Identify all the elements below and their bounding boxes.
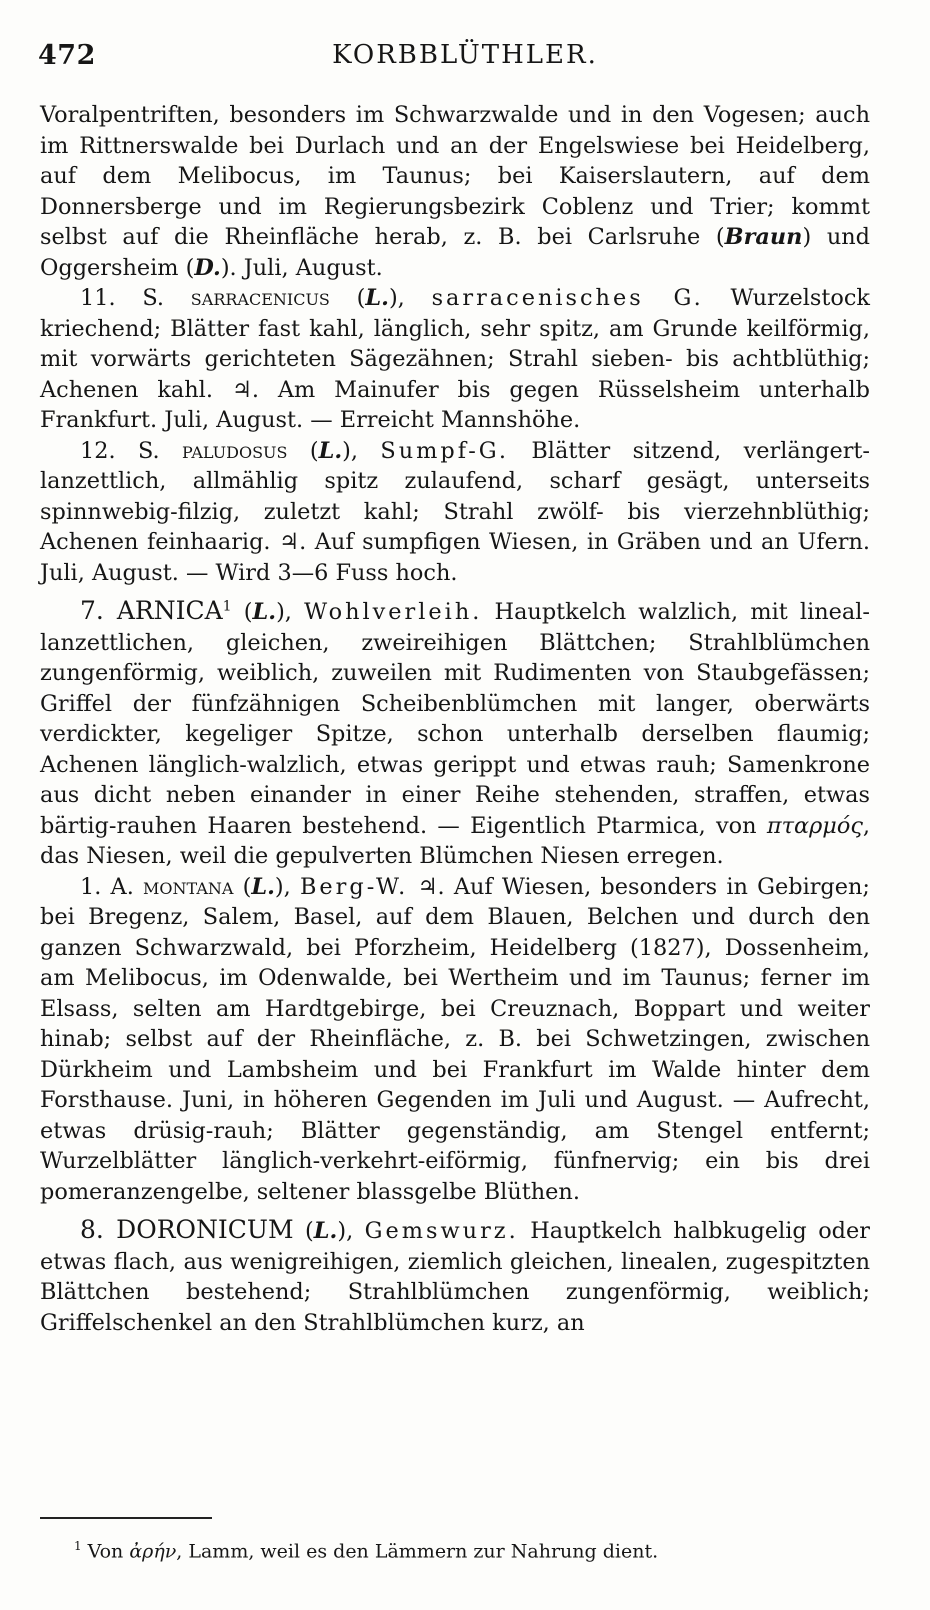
text-run: πταρμός — [766, 812, 863, 839]
body-text — [40, 100, 870, 1338]
footnote-text-after: , Lamm, weil es den Lämmern zur Nahrung dient. — [176, 1540, 659, 1563]
text-run: 1 — [222, 598, 232, 615]
text-run: D. — [194, 254, 221, 281]
text-run: 11. S. — [80, 285, 191, 311]
text-run: Wurzelstock kriechend; Blätter fast kahl, länglich, sehr spitz, am Grunde keilförmig, mit vorwärts gerichteten Sägezähnen; Strahl sieben- bis achtblüthig; Achenen kahl. ♃. Am Mainufer bis gegen Rüsselsheim unterhalb Frankfurt. Juli, August. — Erreicht Mannshöhe. — [40, 285, 870, 433]
footnote — [74, 1534, 874, 1563]
text-run: Berg-W. — [299, 873, 409, 900]
text-run: 7. ARNICA — [80, 596, 223, 625]
text-run: 1. A. — [80, 873, 144, 900]
text-run: ) und Oggersheim ( — [40, 224, 871, 281]
footnote-greek-word: ἀρήν — [129, 1540, 177, 1563]
text-run: ( — [233, 873, 252, 900]
text-run: Hauptkelch walzlich, mit lineal-lanzettlichen, gleichen, zweireihigen Blättchen; Strahlblümchen zungenförmig, weiblich, zuweilen mit Rudimenten von Staubgefässen; Griffel der fünfzähnigen Scheibenblümchen mit langer, oberwärts verdickter, kegeliger Spitze, schon unterhalb derselben flaumig; Achenen länglich-walzlich, etwas gerippt und etwas rauh; Samenkrone aus dicht neben einander in einer Reihe stehenden, straffen, etwas bärtig-rauhen Haaren bestehend. — Eigentlich Ptarmica, von — [40, 599, 870, 839]
text-run: L. — [313, 1218, 338, 1244]
text-run: ( — [231, 599, 253, 625]
text-run: ), — [342, 437, 381, 464]
paragraph-p6 — [40, 1215, 870, 1338]
text-run: Hauptkelch halbkugelig oder etwas flach, aus wenigreihigen, ziemlich gleichen, linealen, zugespitzten Blättchen bestehend; Strahlblümchen zungenförmig, weiblich; Griffelschenkel an den Strahlblümchen kurz, an — [40, 1218, 870, 1336]
paragraph-p5 — [40, 872, 870, 1208]
text-run: , das Niesen, weil die gepulverten Blümchen Niesen erregen. — [40, 812, 870, 869]
text-run: L. — [365, 285, 389, 311]
text-run: ( — [287, 437, 319, 464]
footnote-text-before: Von — [87, 1540, 130, 1563]
paragraph-p1 — [40, 100, 870, 283]
text-run: sarracenisches G. — [431, 285, 704, 311]
text-run: ), — [274, 873, 300, 900]
text-run: 8. DORONICUM — [80, 1215, 294, 1244]
text-run: Wohlverleih. — [304, 599, 483, 625]
text-run: ). Juli, August. — [220, 254, 383, 281]
paragraph-p2 — [40, 283, 870, 436]
text-run: sarracenicus — [190, 285, 330, 311]
page-number: 472 — [38, 40, 96, 71]
footnote-mark: 1 — [74, 1539, 82, 1553]
paragraph-p4 — [40, 596, 870, 872]
text-run: L. — [252, 599, 277, 625]
text-run: ♃. Auf Wiesen, besonders in Gebirgen; bei Bregenz, Salem, Basel, auf dem Blauen, Belchen und durch den ganzen Schwarzwald, bei Pforzheim, Heidelberg (1827), Dossenheim, am Melibocus, im Odenwalde, bei Wertheim und im Taunus; ferner im Elsass, selten am Hardtgebirge, bei Creuznach, Boppart und weiter hinab; selbst auf der Rheinfläche, z. B. bei Schwetzingen, zwischen Dürkheim und Lambsheim und bei Frankfurt im Walde hinter dem Forsthause. Juni, in höheren Gegenden im Juli und August. — Aufrecht, etwas drüsig-rauh; Blätter gegenständig, am Stengel entfernt; Wurzelblätter länglich-verkehrt-eiförmig, fünfnervig; ein bis drei pomeranzengelbe, seltener blassgelbe Blüthen. — [40, 873, 870, 1205]
text-run: Gemswurz. — [364, 1218, 519, 1244]
text-run: ), — [337, 1218, 365, 1244]
text-run: montana — [143, 873, 234, 900]
paragraph-p3 — [40, 436, 870, 589]
text-run: 12. S. — [80, 437, 183, 464]
text-run: Braun — [724, 224, 803, 250]
text-run: Sumpf-G. — [380, 437, 509, 464]
footnote-rule — [40, 1517, 212, 1519]
text-run: ( — [329, 285, 366, 311]
text-run: Voralpentriften, besonders im Schwarzwalde und in den Vogesen; auch im Rittnerswalde bei Durlach und an der Engelswiese bei Heidelberg, auf dem Melibocus, im Taunus; bei Kaiserslautern, auf dem Donnersberge und im Regierungsbezirk Coblenz und Trier; kommt selbst auf die Rheinfläche herab, z. B. bei Carlsruhe ( — [40, 102, 870, 250]
text-run: ( — [293, 1218, 314, 1244]
page-header — [0, 0, 930, 80]
text-run: L. — [251, 873, 275, 900]
text-run: L. — [318, 437, 343, 464]
text-run: ), — [276, 599, 305, 625]
text-run: paludosus — [182, 437, 288, 464]
text-run: ), — [388, 285, 432, 311]
running-head: KORBBLÜTHLER. — [332, 40, 598, 70]
text-run: Blätter sitzend, verlängert-lanzettlich, allmählig spitz zulaufend, scharf gesägt, unterseits spinnwebig-filzig, zuletzt kahl; Strahl zwölf- bis vierzehnblüthig; Achenen feinhaarig. ♃. Auf sumpfigen Wiesen, in Gräben und an Ufern. Juli, August. — Wird 3—6 Fuss hoch. — [40, 437, 870, 586]
